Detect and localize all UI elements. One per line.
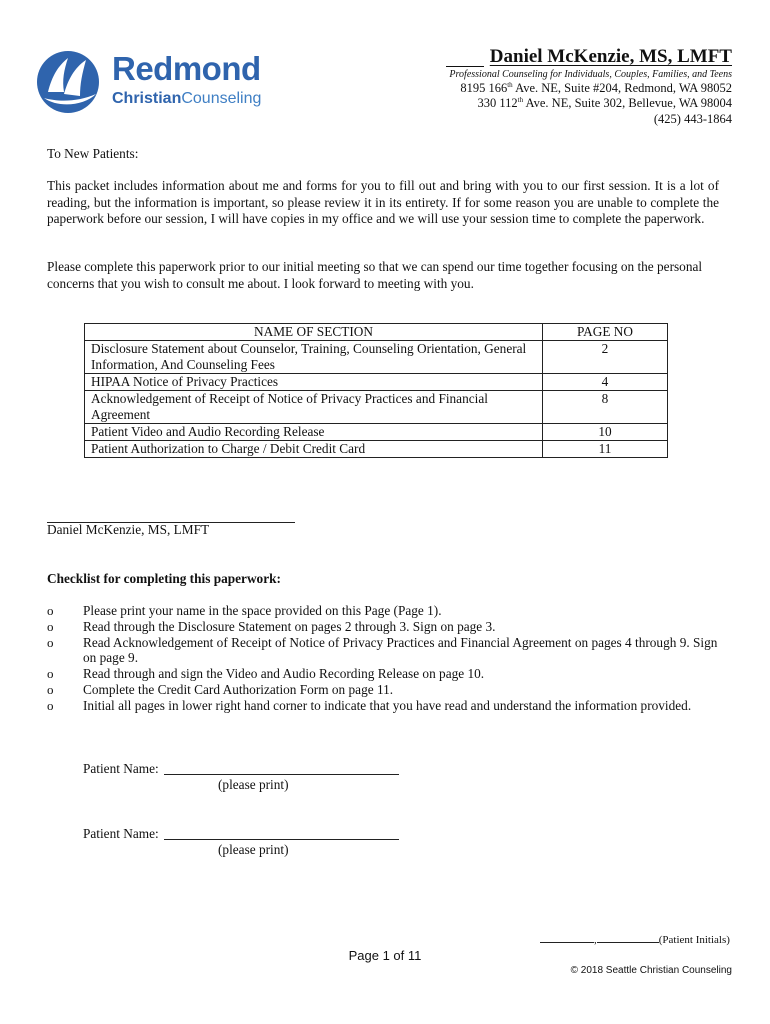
sections-table — [84, 323, 668, 458]
please-print-hint: (please print) — [218, 777, 289, 792]
header-section-name: NAME OF SECTION — [85, 324, 543, 341]
patient-name-label: Patient Name: — [83, 761, 159, 776]
section-name: Patient Video and Audio Recording Release — [85, 424, 543, 441]
section-page: 11 — [543, 441, 668, 458]
section-page: 2 — [543, 341, 668, 374]
section-name: HIPAA Notice of Privacy Practices — [85, 374, 543, 391]
section-name: Patient Authorization to Charge / Debit Credit Card — [85, 441, 543, 458]
signature-name: Daniel McKenzie, MS, LMFT — [47, 522, 210, 537]
list-item: Read through and sign the Video and Audio Recording Release on page 10. — [83, 666, 485, 681]
logo-subtitle: ChristianCounseling — [112, 90, 262, 107]
patient-name-field[interactable] — [164, 774, 399, 775]
request-paragraph: Please complete this paperwork prior to our initial meeting so that we can spend our time together focusing on the personal concerns that you wish to consult me about. I look forward to meeting with you. — [47, 259, 703, 291]
table-row — [85, 424, 668, 441]
bullet: o — [47, 682, 54, 697]
section-name: Acknowledgement of Receipt of Notice of Privacy Practices and Financial Agreement — [85, 391, 543, 424]
header-page-no: PAGE NO — [543, 324, 668, 341]
page-number: Page 1 of 11 — [348, 948, 422, 963]
list-item: Please print your name in the space provided on this Page (Page 1). — [83, 603, 442, 618]
list-item: Initial all pages in lower right hand corner to indicate that you have read and understand the information provided. — [83, 698, 692, 713]
bullet: o — [47, 619, 54, 634]
address-redmond: 8195 166th Ave. NE, Suite #204, Redmond, WA 98052 — [460, 81, 732, 96]
logo-hands-icon — [34, 46, 106, 114]
section-page: 4 — [543, 374, 668, 391]
table-header-row — [85, 324, 668, 341]
checklist-title: Checklist for completing this paperwork: — [47, 571, 281, 586]
table-row — [85, 374, 668, 391]
bullet: o — [47, 635, 54, 650]
copyright: © 2018 Seattle Christian Counseling — [570, 965, 732, 976]
patient-initials-field[interactable]: , (Patient Initials) — [540, 932, 730, 946]
intro-paragraph: This packet includes information about me and forms for you to fill out and bring with you to our first session. It is a lot of reading, but the information is important, so please review it in its entirety. If for some reason you are unable to complete the paperwork before our session, I will have copies in my office and we will use your session time to complete the paperwork. — [47, 178, 719, 227]
counselor-name: Daniel McKenzie, MS, LMFT — [489, 46, 732, 67]
bullet: o — [47, 698, 54, 713]
list-item: Read through the Disclosure Statement on pages 2 through 3. Sign on page 3. — [83, 619, 496, 634]
greeting: To New Patients: — [47, 146, 139, 161]
patient-name-label: Patient Name: — [83, 826, 159, 841]
section-name: Disclosure Statement about Counselor, Training, Counseling Orientation, General Information, And Counseling Fees — [85, 341, 543, 374]
list-item: Read Acknowledgement of Receipt of Notice of Privacy Practices and Financial Agreement on pages 4 through 9. Sign on page 9. — [83, 635, 718, 665]
patient-name-field[interactable] — [164, 839, 399, 840]
section-page: 8 — [543, 391, 668, 424]
initials-label: (Patient Initials) — [658, 934, 730, 946]
bullet: o — [47, 666, 54, 681]
please-print-hint: (please print) — [218, 842, 289, 857]
company-logo — [34, 46, 304, 116]
address-bellevue: 330 112th Ave. NE, Suite 302, Bellevue, WA 98004 — [477, 96, 732, 111]
section-page: 10 — [543, 424, 668, 441]
table-row — [85, 391, 668, 424]
header-name-rule — [446, 66, 484, 67]
bullet: o — [47, 603, 54, 618]
practice-tagline: Professional Counseling for Individuals, Couples, Families, and Teens — [449, 69, 732, 80]
table-row — [85, 341, 668, 374]
phone-number: (425) 443-1864 — [653, 112, 732, 126]
logo-title: Redmond — [112, 50, 261, 87]
list-item: Complete the Credit Card Authorization Form on page 11. — [83, 682, 394, 697]
table-row — [85, 441, 668, 458]
